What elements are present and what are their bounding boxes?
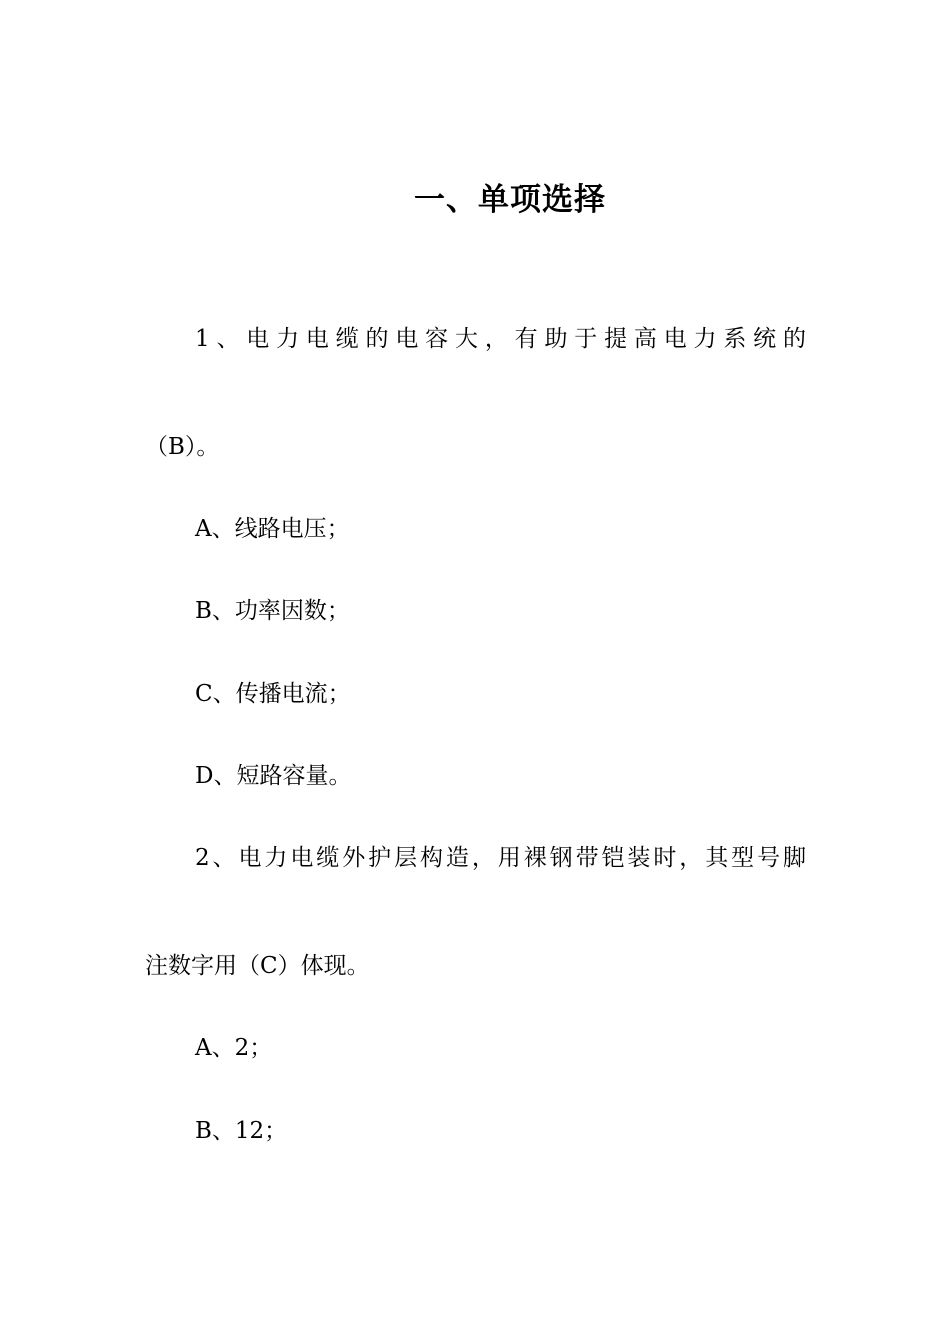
question-1-stem-line-2: （B）。: [145, 434, 220, 460]
section-heading: 一、单项选择: [414, 182, 606, 218]
question-2-stem-line-1: 2、电力电缆外护层构造，用裸钢带铠装时，其型号脚: [195, 845, 806, 871]
question-2-stem-line-2: 注数字用（C）体现。: [145, 953, 370, 979]
question-1-option-b: B、功率因数；: [195, 598, 350, 624]
question-1-stem-line-1: 1、电力电缆的电容大，有助于提高电力系统的: [195, 326, 806, 352]
question-1-option-d: D、短路容量。: [195, 763, 352, 789]
question-2-option-b: B、12；: [195, 1118, 288, 1144]
question-2-option-a: A、2；: [195, 1035, 273, 1061]
question-1-option-a: A、线路电压；: [195, 516, 350, 542]
question-1-option-c: C、传播电流；: [195, 681, 351, 707]
